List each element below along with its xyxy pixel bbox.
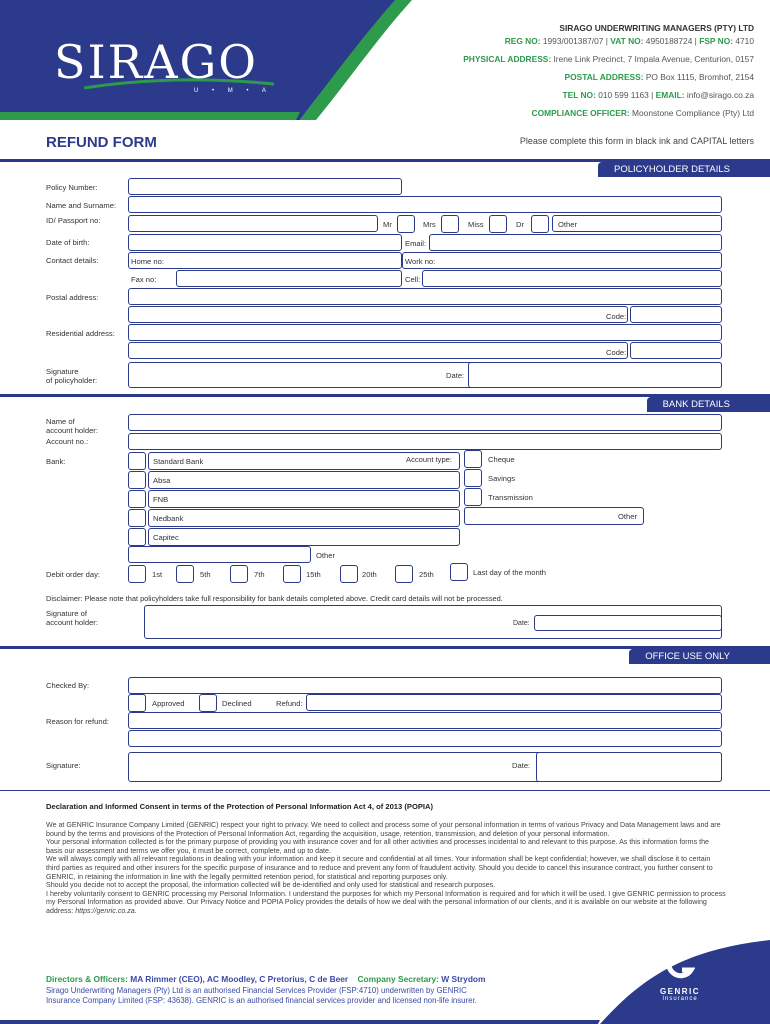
- logo-swoosh-icon: [84, 78, 274, 90]
- capitec-option: [148, 528, 460, 546]
- bank-label: Bank:: [46, 457, 66, 466]
- account-type-label: Account type:: [406, 455, 453, 464]
- day-25th-label: 25th: [419, 570, 434, 579]
- home-no-field[interactable]: [128, 252, 402, 269]
- logo-text: SIRAGO: [54, 35, 258, 89]
- day-25th-checkbox[interactable]: [395, 565, 413, 583]
- dob-field[interactable]: [128, 234, 402, 251]
- fnb-checkbox[interactable]: [128, 490, 146, 508]
- approved-label: Approved: [152, 699, 185, 708]
- company-logo: [54, 35, 284, 94]
- account-type-other-field[interactable]: [464, 507, 644, 525]
- refund-field[interactable]: [306, 694, 722, 711]
- cheque-label: Cheque: [488, 455, 515, 464]
- fnb-option: [148, 490, 460, 508]
- title-dr-checkbox[interactable]: [531, 215, 549, 233]
- footer-line2: Sirago Underwriting Managers (Pty) Ltd is an authorised Financial Services Provider (FSP:4710) underwritten by GENRIC: [46, 986, 467, 995]
- fax-no-field[interactable]: [176, 270, 402, 287]
- company-physical: PHYSICAL ADDRESS: Irene Link Precinct, 7 Impala Avenue, Centurion, 0157: [463, 54, 754, 64]
- genric-sub: Insurance: [662, 996, 698, 1002]
- day-15th-label: 15th: [306, 570, 321, 579]
- work-no-field[interactable]: [402, 252, 722, 269]
- title-other-field[interactable]: [552, 215, 722, 232]
- id-passport-label: ID/ Passport no:: [46, 216, 101, 225]
- reason-label: Reason for refund:: [46, 717, 109, 726]
- day-5th-checkbox[interactable]: [176, 565, 194, 583]
- last-day-checkbox[interactable]: [450, 563, 468, 581]
- email-field[interactable]: [429, 234, 722, 251]
- account-type-other-label: Other: [618, 512, 637, 521]
- account-holder-label: Name of account holder:: [46, 417, 98, 435]
- title-mr-checkbox[interactable]: [397, 215, 415, 233]
- account-holder-date-label: Date:: [513, 620, 530, 627]
- standard-bank-label: Standard Bank: [153, 457, 204, 466]
- approved-checkbox[interactable]: [128, 694, 146, 712]
- nedbank-option: [148, 509, 460, 527]
- checked-by-label: Checked By:: [46, 681, 90, 690]
- postal-code-field[interactable]: [630, 306, 722, 323]
- work-no-label: Work no:: [405, 257, 436, 266]
- absa-checkbox[interactable]: [128, 471, 146, 489]
- genric-name: GENRIC: [659, 987, 701, 996]
- office-signature-label: Signature:: [46, 761, 81, 770]
- postal-address-line1[interactable]: [128, 288, 722, 305]
- fax-no-label: Fax no:: [131, 275, 157, 284]
- email-label: Email:: [405, 239, 427, 248]
- account-no-field[interactable]: [128, 433, 722, 450]
- policyholder-date-label: Date:: [446, 371, 465, 380]
- postal-code-label: Code:: [606, 312, 627, 321]
- company-contact: TEL NO: 010 599 1163 | EMAIL: info@sirago.co.za: [562, 90, 754, 100]
- account-holder-signature-label: Signature of account holder:: [46, 609, 98, 627]
- nedbank-checkbox[interactable]: [128, 509, 146, 527]
- cheque-checkbox[interactable]: [464, 450, 482, 468]
- policy-number-field[interactable]: [128, 178, 402, 195]
- declined-label: Declined: [222, 699, 252, 708]
- footer-directors: Directors & Officers: MA Rimmer (CEO), AC Moodley, C Pretorius, C de Beer Company Secretary: W Strydom: [46, 974, 486, 984]
- bank-section-tab: BANK DETAILS: [647, 397, 770, 412]
- residential-code-label: Code:: [606, 348, 627, 357]
- absa-option: [148, 471, 460, 489]
- residential-address-line2[interactable]: [128, 342, 628, 359]
- absa-label: Absa: [153, 476, 171, 485]
- home-no-label: Home no:: [131, 257, 164, 266]
- reason-field-line2[interactable]: [128, 730, 722, 747]
- postal-address-line2[interactable]: [128, 306, 628, 323]
- title-mr-label: Mr: [383, 220, 392, 229]
- title-mrs-checkbox[interactable]: [441, 215, 459, 233]
- bank-other-label: Other: [316, 551, 335, 560]
- day-5th-label: 5th: [200, 570, 211, 579]
- genric-website-link[interactable]: https://genric.co.za.: [75, 906, 137, 915]
- day-7th-label: 7th: [254, 570, 265, 579]
- policy-number-label: Policy Number:: [46, 183, 98, 192]
- title-mrs-label: Mrs: [423, 220, 436, 229]
- fnb-label: FNB: [153, 495, 169, 504]
- checked-by-field[interactable]: [128, 677, 722, 694]
- company-name: SIRAGO UNDERWRITING MANAGERS (PTY) LTD: [559, 23, 754, 33]
- section-divider: [0, 790, 770, 791]
- company-postal: POSTAL ADDRESS: PO Box 1115, Bromhof, 2154: [564, 72, 754, 82]
- footer-line3: Insurance Company Limited (FSP: 43638). GENRIC is an authorised financial services provider and licensed non-life insurer.: [46, 996, 477, 1005]
- office-date-label: Date:: [512, 761, 531, 770]
- day-15th-checkbox[interactable]: [283, 565, 301, 583]
- contact-details-label: Contact details:: [46, 256, 99, 265]
- day-1st-checkbox[interactable]: [128, 565, 146, 583]
- account-holder-field[interactable]: [128, 414, 722, 431]
- name-surname-field[interactable]: [128, 196, 722, 213]
- postal-address-label: Postal address:: [46, 293, 99, 302]
- account-no-label: Account no.:: [46, 437, 89, 446]
- title-dr-label: Dr: [516, 220, 525, 229]
- nedbank-label: Nedbank: [153, 514, 184, 523]
- cell-field[interactable]: [422, 270, 722, 287]
- debit-order-day-label: Debit order day:: [46, 570, 101, 579]
- residential-address-line1[interactable]: [128, 324, 722, 341]
- popia-heading: Declaration and Informed Consent in terms of the Protection of Personal Information Act 4, of 2013 (POPIA): [46, 802, 434, 811]
- day-1st-label: 1st: [152, 570, 163, 579]
- policyholder-signature-label: Signature of policyholder:: [46, 367, 98, 385]
- form-title: REFUND FORM: [46, 134, 157, 151]
- refund-label: Refund:: [276, 699, 303, 708]
- disclaimer: Disclaimer: Please note that policyholders take full responsibility for bank details completed above. Credit card details will not be processed.: [46, 594, 503, 603]
- savings-checkbox[interactable]: [464, 469, 482, 487]
- day-7th-checkbox[interactable]: [230, 565, 248, 583]
- office-section-tab: OFFICE USE ONLY: [629, 649, 770, 664]
- company-compliance: COMPLIANCE OFFICER: Moonstone Compliance (Pty) Ltd: [531, 108, 754, 118]
- last-day-label: Last day of the month: [473, 568, 547, 577]
- form-instruction: Please complete this form in black ink and CAPITAL letters: [519, 136, 754, 146]
- transmission-checkbox[interactable]: [464, 488, 482, 506]
- title-miss-label: Miss: [468, 220, 484, 229]
- capitec-checkbox[interactable]: [128, 528, 146, 546]
- company-reg: REG NO: 1993/001387/07 | VAT NO: 4950188724 | FSP NO: 4710: [504, 36, 754, 46]
- office-date-field[interactable]: [536, 752, 722, 782]
- day-20th-label: 20th: [362, 570, 377, 579]
- reason-field[interactable]: [128, 712, 722, 729]
- transmission-label: Transmission: [488, 493, 533, 502]
- capitec-label: Capitec: [153, 533, 179, 542]
- savings-label: Savings: [488, 474, 516, 483]
- genric-logo: [650, 948, 710, 1002]
- name-surname-label: Name and Surname:: [46, 201, 117, 210]
- policyholder-date-field[interactable]: [468, 362, 722, 388]
- policyholder-section-tab: POLICYHOLDER DETAILS: [598, 162, 770, 177]
- day-20th-checkbox[interactable]: [340, 565, 358, 583]
- bank-other-field[interactable]: [128, 546, 311, 563]
- logo-sub: U • M • A: [194, 88, 272, 94]
- residential-address-label: Residential address:: [46, 329, 115, 338]
- popia-text: We at GENRIC Insurance Company Limited (GENRIC) respect your right to privacy. We need to collect and process some of your personal information in terms of various Privacy and Data Management laws and are bound by the terms and provisions of the Protection of Personal Information Act, regarding the acquisition, usage, retention, transmission, and deletion of your personal information. Your personal information collected is for the primary purpose of providing you with insurance cover and for all other activities and processes incidental to and relevant to this purpose. As this information forms the basis our assessment and terms we offer you, it must be correct, complete, and up to date. We will always comply with all relevant regulations in dealing with your information and keep it secure and confidential at all times. Your information shall be kept confidential; however, we shall disclose it to certain third parties as required and other insurers for the specific purpose of insurance and to reduce and prevent any form of fraudulent activity. Should you decide to cancel this insurance contract, you further consent to GENRIC, in retaining the information in line with the legally permitted retention period, for statistical and reporting purposes only. Should you decide not to accept the proposal, the information collected will be de-identified and only used for statistical and research purposes. I hereby voluntarily consent to GENRIC processing my Personal Information. I understand the purposes for which my Personal Information is required and for which it will be used. I give GENRIC permission to process my Personal Information as provided above. Our Privacy Notice and POPIA Policy provides the details of how we deal with the personal information of our clients, and it is available on our website at the following address: https://genric.co.za.: [46, 821, 726, 915]
- residential-code-field[interactable]: [630, 342, 722, 359]
- dob-label: Date of birth:: [46, 238, 90, 247]
- cell-label: Cell:: [405, 275, 421, 284]
- title-other-label: Other: [558, 220, 577, 229]
- genric-g-icon: [665, 948, 695, 982]
- declined-checkbox[interactable]: [199, 694, 217, 712]
- title-miss-checkbox[interactable]: [489, 215, 507, 233]
- account-holder-date-field[interactable]: [534, 615, 722, 631]
- id-passport-field[interactable]: [128, 215, 378, 232]
- standard-bank-checkbox[interactable]: [128, 452, 146, 470]
